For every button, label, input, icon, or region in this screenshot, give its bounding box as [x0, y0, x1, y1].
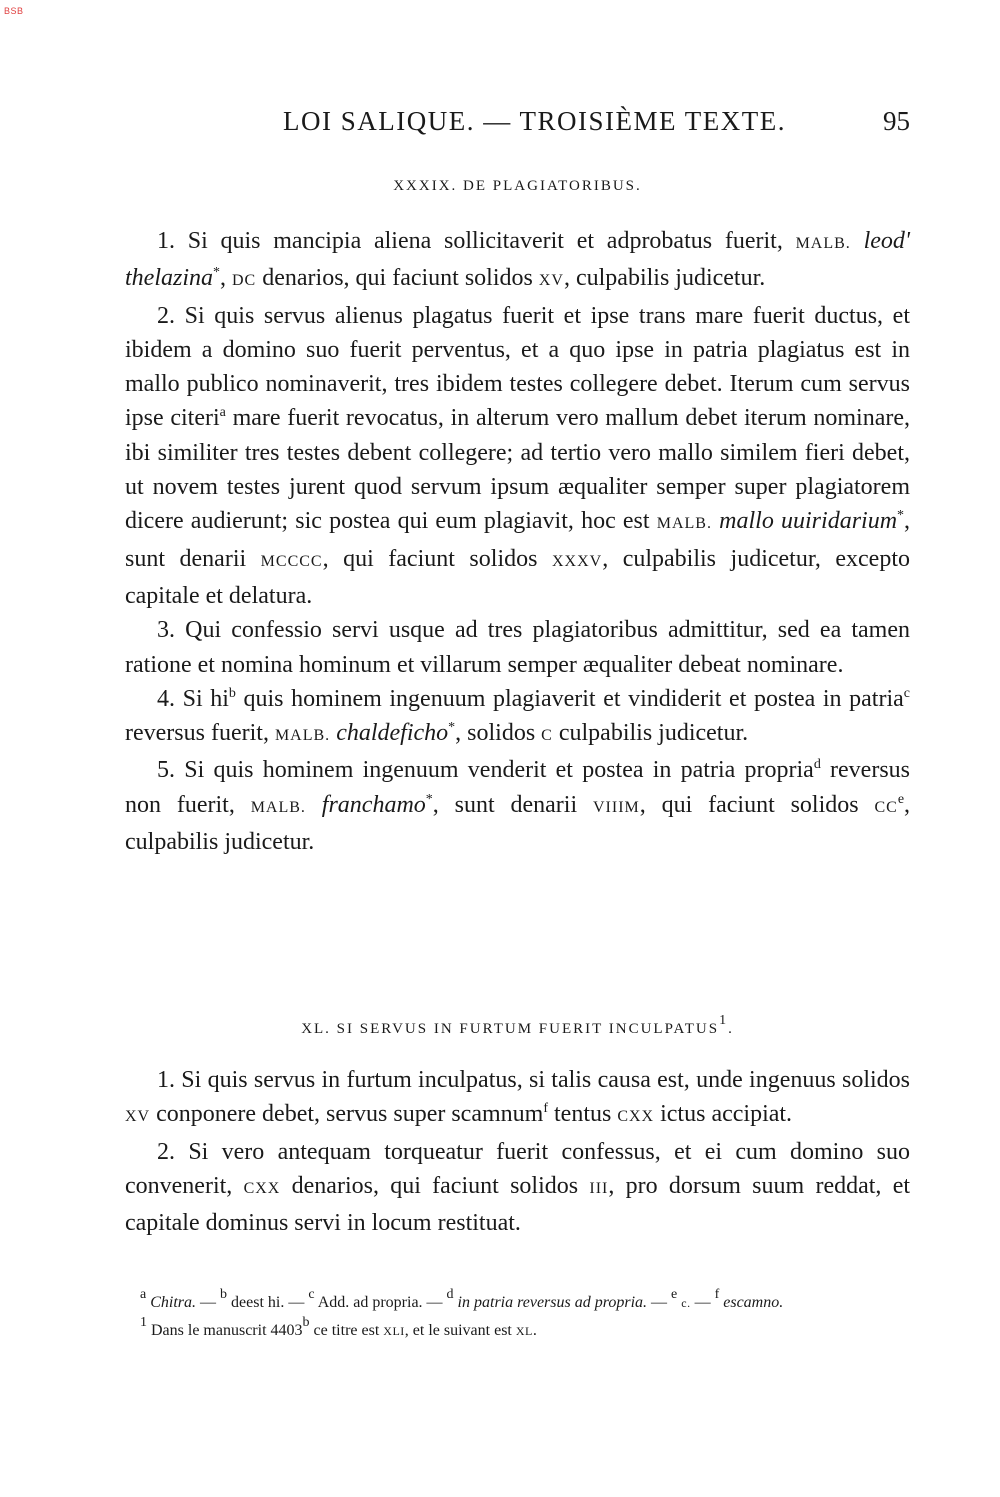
paragraph-text: , culpabilis judicetur. [563, 265, 766, 292]
roman-numeral: CC [874, 798, 898, 816]
paragraph-text: 1. Si quis mancipia aliena sollicitaverit et adprobatus fuerit, [157, 228, 783, 254]
note-text: deest hi. [231, 1294, 285, 1311]
note-text: ce titre est [309, 1322, 380, 1339]
paragraph-text: 3. Qui confessio servi usque ad tres plagiatoribus admittitur, sed ea tamen ratione et nomina hominum et villarum semper æqualiter debeat nominare. [125, 617, 910, 678]
paragraph-2 [125, 299, 910, 614]
note-mark: f [714, 1287, 720, 1302]
paragraph-1 [125, 1063, 910, 1135]
page-number: 95 [883, 106, 910, 136]
footnote-ref-d: d [813, 757, 821, 773]
paragraph-text: culpabilis judicetur. [558, 720, 749, 747]
note-mark: d [446, 1287, 454, 1302]
note-text: escamno. [723, 1294, 784, 1311]
note-text: . [532, 1322, 537, 1339]
paragraph-2 [125, 1135, 910, 1241]
roman-numeral: III [589, 1179, 609, 1197]
roman-numeral: MCCCC [260, 552, 323, 570]
footnotes [140, 1289, 910, 1345]
section-heading-xxxix: XXXIX. DE PLAGIATORIBUS. [393, 178, 642, 194]
footnote-ref-e: e [897, 791, 905, 807]
note-mark: b [220, 1287, 228, 1302]
heading-text: XL. SI SERVUS IN FURTUM FUERIT INCULPATUS [301, 1021, 720, 1037]
paragraph-text: quis hominem ingenuum plagiaverit et vindiderit et postea in patria [235, 685, 904, 712]
note-mark: c [308, 1287, 315, 1302]
note-text: Chitra. [150, 1294, 197, 1311]
roman-numeral: XXXV [551, 552, 603, 570]
paragraph-1 [125, 224, 910, 299]
variant-notes [140, 1289, 910, 1317]
section-xl-body [125, 1063, 910, 1240]
paragraph-text: , pro dorsum suum reddat, et capitale dominus servi in locum restituat. [125, 1172, 911, 1237]
paragraph-4 [125, 682, 910, 754]
malberg-gloss: mallo uuiridarium [719, 508, 898, 535]
paragraph-text: , culpabilis judicetur. [125, 791, 911, 856]
roman-numeral: XL [515, 1324, 533, 1338]
note-dash: — [200, 1294, 217, 1311]
note-dash: — [288, 1294, 305, 1311]
malb-abbrev: MALB. [250, 798, 306, 816]
note-dash: — [694, 1294, 711, 1311]
roman-numeral: CXX [243, 1179, 281, 1197]
footnote-ref-1: 1 [719, 1013, 729, 1028]
paragraph-3 [125, 613, 910, 682]
paragraph-text: 4. Si hi [157, 685, 229, 712]
paragraph-5 [125, 753, 910, 859]
paragraph-text: denarios, qui faciunt solidos [262, 265, 533, 292]
note-mark: a [140, 1287, 147, 1302]
note-1 [140, 1317, 910, 1345]
paragraph-text: ictus accipiat. [660, 1101, 793, 1128]
paragraph-text: denarios, qui faciunt solidos [291, 1172, 579, 1199]
paragraph-text: , sunt denarii [432, 791, 578, 818]
footnote-ref-c: c [903, 685, 911, 701]
note-mark: e [671, 1287, 678, 1302]
note-text: in patria reversus ad propria. [457, 1294, 648, 1311]
paragraph-text: , sunt denarii [125, 508, 911, 572]
note-text: Dans le manuscrit 4403 [151, 1322, 303, 1339]
paragraph-text: , culpabilis judicetur, excepto capitale et delatura. [125, 545, 911, 609]
footnote-ref-f: f [543, 1101, 548, 1117]
paragraph-text: 1. Si quis servus in furtum inculpatus, si talis causa est, unde ingenuus solidos [157, 1067, 910, 1093]
malberg-gloss: franchamo [321, 791, 426, 818]
gloss-star: * [897, 508, 905, 524]
section-heading-xl [125, 1013, 910, 1038]
paragraph-text: 2. Si vero antequam torqueatur fuerit confessus, et ei cum domino suo convenerit, [125, 1138, 910, 1199]
malberg-gloss: chaldeficho [336, 720, 449, 747]
heading-end: . [728, 1021, 734, 1037]
note-text: c. [681, 1296, 691, 1310]
paragraph-text: , qui faciunt solidos [322, 545, 538, 572]
roman-numeral: DC [232, 272, 257, 290]
note-text: Add. ad propria. [317, 1294, 423, 1311]
roman-numeral: VIIIM [592, 798, 640, 816]
roman-numeral: XV [125, 1108, 151, 1126]
malb-abbrev: MALB. [795, 235, 851, 252]
roman-numeral: XV [538, 272, 564, 290]
paragraph-text: , qui faciunt solidos [639, 791, 859, 818]
paragraph-text: conponere debet, servus super scamnum [156, 1101, 544, 1128]
note-dash: — [651, 1294, 668, 1311]
paragraph-text: 5. Si quis hominem ingenuum venderit et postea in patria propria [157, 757, 814, 784]
gloss-star: * [425, 791, 433, 807]
malberg-gloss: leod' thelazina [125, 228, 911, 292]
roman-numeral: XLI [383, 1324, 405, 1338]
paragraph-text: reversus fuerit, [125, 720, 269, 747]
section-xxxix-body [125, 224, 910, 859]
roman-numeral: CXX [617, 1108, 655, 1126]
footnote-ref-b: b [228, 685, 236, 701]
note-dash: — [426, 1294, 443, 1311]
gloss-star: * [448, 720, 456, 736]
running-head [125, 106, 910, 142]
paragraph-text: tentus [548, 1101, 612, 1128]
running-title: LOI SALIQUE. — TROISIÈME TEXTE. [283, 106, 786, 136]
note-text: , et le suivant est [404, 1322, 512, 1339]
malb-abbrev: MALB. [656, 515, 712, 533]
paragraph-text: reversus non fuerit, [125, 757, 911, 818]
footnote-ref-a: a [219, 405, 226, 421]
gloss-star: * [213, 265, 220, 281]
paragraph-text: mare fuerit revocatus, in alterum vero mallum debet iterum nominare, ibi similiter tres testes debent collegere; ad tertio vero mallo similem fieri debet, ut novem testes jurent quod servum ipsum æqualiter semper super plagiatorem dicere audierunt; sic postea qui eum plagiavit, hoc est [125, 405, 910, 535]
paragraph-text: 2. Si quis servus alienus plagatus fuerit et ipse trans mare fuerit ductus, et ibidem a domino suo fuerit perventus, et a quo ipse in patria plagiatus est in mallo publico nominaverit, tres ibidem testes collegere debet. Iterum cum servus ipse citeri [125, 302, 910, 432]
roman-numeral: C [541, 727, 553, 745]
note-mark: 1 [140, 1315, 147, 1330]
malb-abbrev: MALB. [274, 727, 331, 745]
note-sup: b [302, 1315, 310, 1330]
library-stamp: BSB [4, 6, 24, 16]
paragraph-text: , solidos [455, 720, 536, 747]
paragraph-text: , [220, 265, 226, 292]
